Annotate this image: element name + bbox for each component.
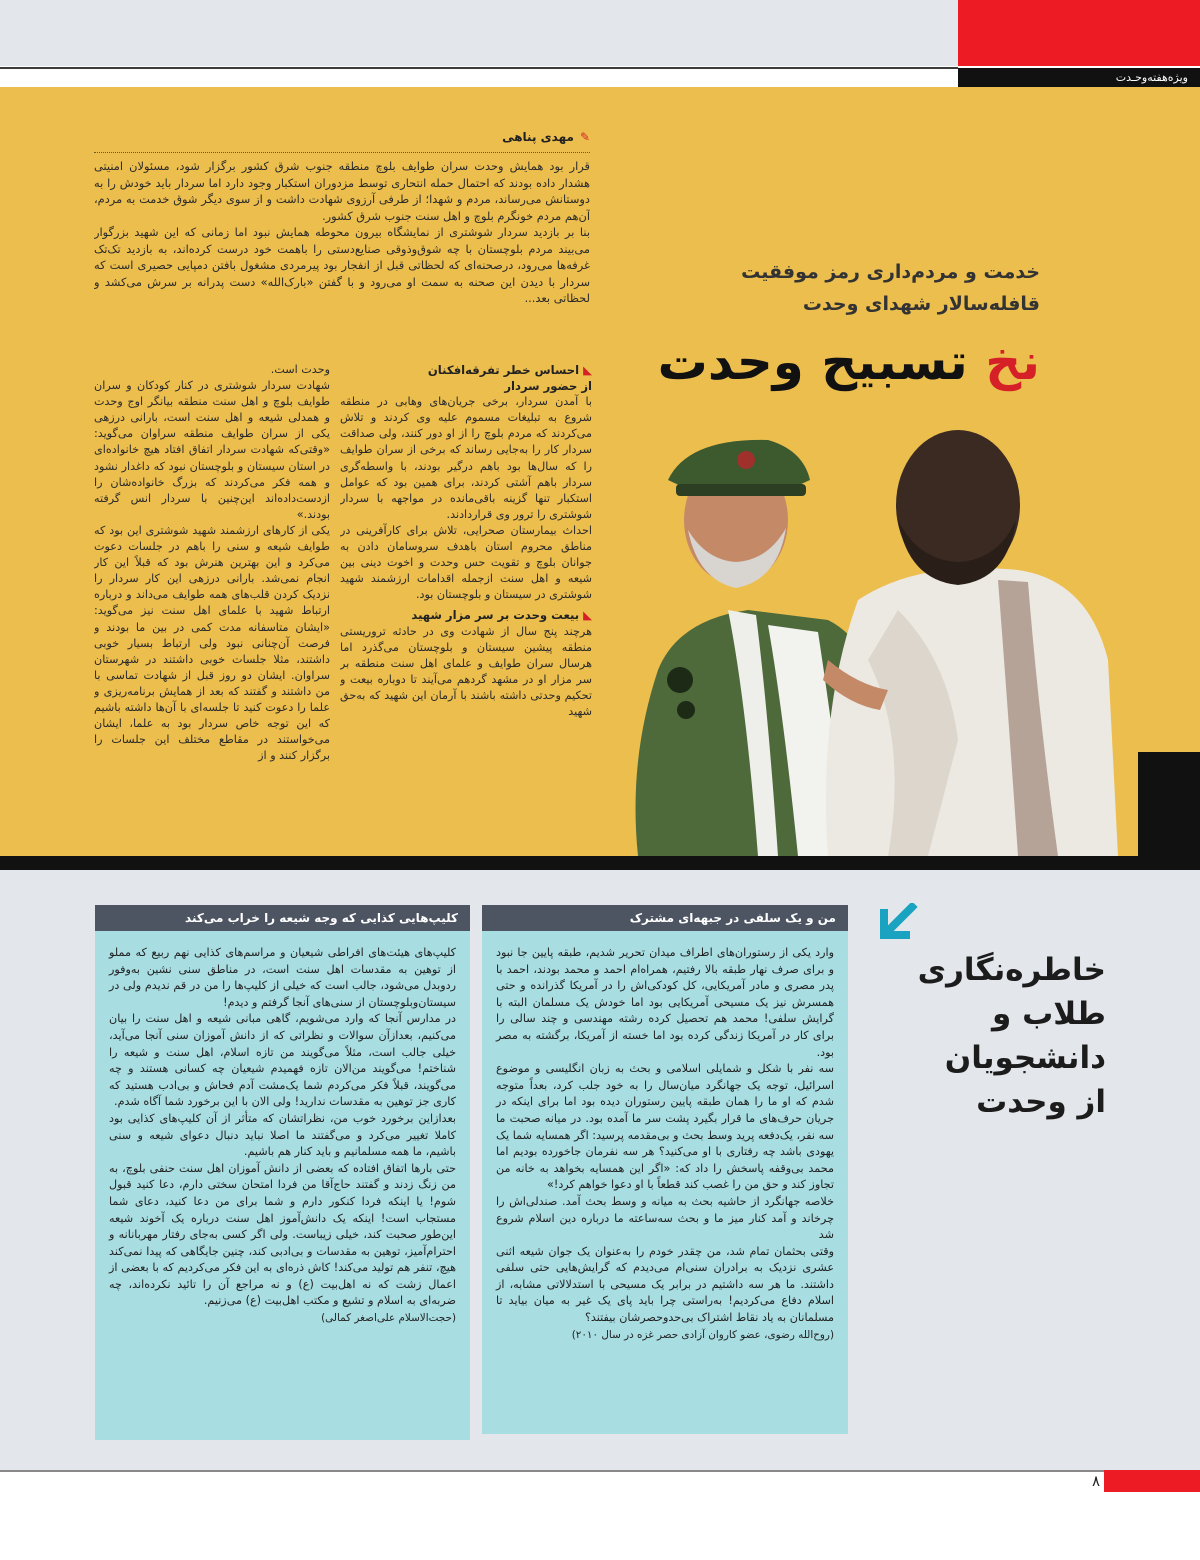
header-red-block bbox=[958, 0, 1200, 66]
subhead-1-line-1: احساس خطر تفرقه‌افکنان bbox=[427, 363, 580, 377]
civilian-figure bbox=[823, 430, 1118, 856]
header-rule bbox=[0, 67, 958, 69]
article-paragraph: یکی از کارهای ارزشمند شهید شوشتری این بود که طوایف شیعه و سنی را باهم در جلسات دعوت می‌کرد و این بهترین هنرش بود که قبلاً این کار انجام نمی‌شد. بارانی درزهی این کار سردار را نزدیک کردن قلب‌های همه طوایف می‌داند و درباره ارتباط شهید با علمای اهل سنت نیز می‌گوید: «ایشان متاسفانه مدت کمی در بین ما بودند و فرصت آن‌چنانی نبود ولی ارتباط بسیار خوبی داشتند، مثلا جلسات خوبی داشتند در شهرستان سراوان. ایشان دو روز قبل از شهادت تماسی با من داشتند و گفتند که بعد از همایش برنامه‌ریزی و علما را دعوت کنید تا جلسه‌ای با آن‌ها داشته باشیم که این توجه خاص سردار بود به علما، ایشان می‌خواستند در مقاطع مختلف این جلسات را برگزار کنند و از bbox=[94, 523, 330, 763]
side-title-line-1: خاطره‌نگاری bbox=[917, 952, 1106, 988]
box-right-title: من و یک سلفی در جبهه‌ای مشترک bbox=[482, 905, 848, 931]
box-paragraph: خلاصه جهانگرد از حاشیه بحث به میانه و وسط بحث آمد. صندلی‌اش را چرخاند و آمد کنار میز ما و بحث سه‌ساعته ما درباره دین اسلام شروع شد bbox=[496, 1194, 834, 1242]
page-number: ۸ bbox=[1091, 1472, 1100, 1490]
subhead-2-text: بیعت وحدت بر سر مزار شهید bbox=[411, 608, 580, 623]
article-corner-block bbox=[1138, 752, 1200, 870]
article-paragraph: با آمدن سردار، برخی جریان‌های وهابی در منطقه شروع به تبلیغات مسموم علیه وی کردند و تلاش می‌کردند که مردم بلوچ را از او دور کنند، ولی صداقت سردار کار را به‌جایی رساند که برخی از سران طوایف را که سال‌ها بود باهم درگیر بودند، با واسطه‌گری سردار باهم آشتی کردند، برای همین بود که عوامل استکبار تنها گزینه باقی‌مانده در مواجهه با سردار شوشتری را ترور وی قراردادند. bbox=[340, 395, 592, 521]
box-paragraph: سه نفر با شکل و شمایلی اسلامی و بحث به زبان انگلیسی و موضوع اسرائیل، توجه یک جهانگرد میان‌سال را به خود جلب کرد، بعداً متوجه شدم که او ما را همان طبقه پایین رستوران دیده بود اما برای اینکه در جریان حرف‌های ما قرار بگیرد پشت سر ما آمده بود. در میانه صحبت ما سه نفر، یک‌دفعه پرید وسط بحث و بی‌مقدمه پرسید: اگر همسایه شما یک یهودی باشد چه رفتاری با او می‌کنید؟ هر سه نفرمان جاخورده بودیم اما محمد بی‌وقفه پاسخش را داد که: «اگر این همسایه بخواهد به خانه من تجاوز کند و حق من را غصب کند قطعاً با او دعوا خواهم کرد!» bbox=[496, 1062, 834, 1192]
side-title-line-2: طلاب و دانشجویان bbox=[944, 996, 1106, 1076]
box-paragraph: وقتی بحثمان تمام شد، من چقدر خودم را به‌عنوان یک جوان شیعه اثنی عشری نزدیک به برادران سنی‌ام می‌دیدم که گرایش‌هایی حتی سلفی داشتند. ما هر سه داشتیم در برابر یک مسیحی با استدلالاتی مشابه، از اسلام دفاع می‌کردیم! به‌راستی چرا باید پای یک غیر به میان بیاید تا مسلمانان به یاد نقاط اشتراک بی‌حدوحصرشان بیفتند؟ bbox=[496, 1244, 834, 1325]
subhead-1 bbox=[340, 362, 592, 378]
article-paragraph: شهادت سردار شوشتری در کنار کودکان و سران طوایف بلوچ و اهل سنت منطقه بیانگر اوج وحدت و همدلی شیعه و اهل سنت است، بارانی درزهی یکی از سران طوایف منطقه سراوان می‌گوید: «وقتی‌که شهادت سردار اتفاق افتاد هیچ خانواده‌ای در استان سیستان و بلوچستان نبود که داغدار نشود و همه فکر می‌کردند که بزرگ خانواده‌شان را ازدست‌داده‌اند این‌چنین با سردار انس گرفته بودند.» bbox=[94, 379, 330, 521]
box-paragraph: در مدارس آنجا که وارد می‌شویم، گاهی مبانی شیعه و اهل سنت را بیان می‌کنیم، بعدازآن سوالات و نظراتی که از دانش آموزان سنی آنجا می‌آید، خیلی جالب است، مثلاً می‌گویند من تازه اسلام، اهل سنت و شیعه را شناختم! می‌گویند من‌الان تازه فهمیدم شیعیان چه کسانی هستند و چه می‌گویند، قبلاً فکر می‌کردم شما یک‌مشت آدم فحاش و بی‌ادب هستید که کاری جز توهین به مقدسات ندارید! ولی الان با این برخورد شما آگاه شدم. bbox=[109, 1012, 456, 1109]
kicker-line-2: قافله‌سالار شهدای وحدت bbox=[802, 293, 1040, 315]
subhead-2 bbox=[340, 607, 592, 623]
box-credit: (حجت‌الاسلام علی‌اصغر کمالی) bbox=[321, 1312, 456, 1325]
box-credit: (روح‌الله رضوی، عضو کاروان آزادی حصر غزه در سال ۲۰۱۰) bbox=[571, 1328, 834, 1341]
subhead-1-line-2: از حضور سردار bbox=[504, 379, 592, 394]
footer-rule bbox=[0, 1470, 1104, 1472]
box-right-body bbox=[482, 931, 848, 1434]
author-byline bbox=[440, 130, 590, 150]
box-paragraph: بعدازاین برخورد خوب من، نظراتشان که متأثر از آن کلیپ‌های کذایی بود کاملا تغییر می‌کرد و می‌گفتند ما اصلا نباید دنبال دعوای شیعه و سنی باشیم، ما همه مسلمانیم و باید کنار هم باشیم. bbox=[109, 1111, 456, 1159]
byline-divider bbox=[94, 152, 590, 153]
box-paragraph: حتی بارها اتفاق افتاده که بعضی از دانش آموزان اهل سنت حنفی بلوچ، به من زنگ زدند و گفتند حاج‌آقا من فردا امتحان سختی دارم، دعا کنید قبول شوم! یا اینکه فردا کنکور دارم و شما برای من دعا کنید، دعای شما مستجاب است! اینکه یک دانش‌آموز اهل سنت درباره یک آخوند شیعه این‌طور صحبت کند، خیلی زیباست. ولی اگر کسی به‌جای رفتار مهربانانه و احترام‌آمیز، توهین به مقدسات و بی‌ادبی کند، چنین جایگاهی که پیدا نمی‌کند هیچ، تنفر هم تولید می‌کند! کاش ذره‌ای به این فکر می‌کردیم که با بعضی از اعمال زشت که نه اهل‌بیت (ع) و نه مراجع آن را تائید نکرده‌اند، چه ضربه‌ای به اسلام و تشیع و مکتب اهل‌بیت (ع) می‌زنیم. bbox=[109, 1161, 456, 1308]
article-bottom-bar bbox=[0, 856, 1200, 870]
red-arrow-icon: ◣ bbox=[583, 363, 592, 377]
red-arrow-icon: ◣ bbox=[583, 608, 592, 623]
lead-paragraph-2: بنا بر بازدید سردار شوشتری از نمایشگاه بیرون محوطه همایش نبود اما زمانی که این شهید بزرگوار می‌بیند مردم بلوچستان با چه شوق‌وذوقی صنایع‌دستی را باهمت خود درست کرده‌اند، به بازدید تک‌تک غرفه‌ها می‌رود، درصحنه‌ای که لحظاتی قبل از انفجار بود پیرمردی مشغول بافتن دمپایی حصیری است که سردار با دیدن این صحنه به سمت او می‌رود و با گفتن «بارک‌الله» دست پدرانه بر سرش می‌کشد و لحظاتی بعد... bbox=[94, 225, 590, 305]
article-headline bbox=[610, 332, 1040, 392]
article-paragraph: وحدت است. bbox=[270, 363, 330, 376]
article-photo bbox=[618, 410, 1138, 856]
teal-arrow-icon bbox=[872, 903, 920, 943]
lead-paragraph-1: قرار بود همایش وحدت سران طوایف بلوچ منطقه جنوب شرق کشور برگزار شود، مسئولان امنیتی هشدار داده بودند که احتمال حمله انتحاری توسط مزدوران استکبار وجود دارد اما سردار باید خودش را به دوستانش می‌رساند، مردم و شهدا؛ از طرفی آرزوی شهادت داشت و از سوی دیگر شوق خدمت به مردم، آن‌هم مردم خونگرم بلوچ و اهل سنت جنوب شرق کشور. bbox=[94, 159, 590, 223]
pen-icon: ✎ bbox=[579, 130, 590, 144]
article-column-left bbox=[94, 362, 330, 838]
bottom-section-title bbox=[860, 948, 1106, 1124]
side-title-line-3: از وحدت bbox=[976, 1084, 1106, 1120]
article-column-right bbox=[340, 362, 592, 838]
headline-red-word: نخ bbox=[985, 333, 1040, 391]
box-left-title: کلیپ‌هایی کذایی که وجه شیعه را خراب می‌کند bbox=[95, 905, 470, 931]
footer-red-block bbox=[1104, 1470, 1200, 1492]
article-paragraph: احداث بیمارستان صحرایی، تلاش برای کارآفرینی در مناطق محروم استان باهدف سروسامان دادن به جوانان بلوچ و تقویت حس وحدت و اخوت دینی بین شیعه و اهل سنت ازجمله اقدامات ارزشمند شهید شوشتری در سیستان و بلوچستان بود. bbox=[340, 523, 592, 602]
kicker-line-1: خدمت و مردم‌داری رمز موفقیت bbox=[741, 261, 1040, 283]
article-paragraph: هرچند پنج سال از شهادت وی در حادثه تروریستی منطقه پیشین سیستان و بلوچستان می‌گذرد اما هرسال سران طوایف و علمای اهل سنت منطقه بر سر مزار او در مشهد گردهم می‌آیند تا دوباره بیعت و تحکیم وحدتی داشته باشند با آرمان این شهید که به‌حق شهید bbox=[340, 624, 592, 718]
headline-main: تسبیح وحدت bbox=[657, 333, 968, 391]
box-left-body bbox=[95, 931, 470, 1440]
section-tag: ویژه‌هفته‌وحـدت bbox=[958, 68, 1200, 88]
author-name: مهدی پناهی bbox=[502, 130, 574, 144]
box-paragraph: وارد یکی از رستوران‌های اطراف میدان تحریر شدیم، طبقه پایین جا نبود و برای صرف نهار طبقه بالا رفتیم، همراه‌ام احمد و محمد بودند، احمد با پدر مصری و مادر آمریکایی، کل کودکی‌اش را در آمریکا گذرانده و حتی همسرش نیز یک مسیحی آمریکایی بود اما خودش یک مسلمان البته با گرایش سلفی! محمد هم تحصیل کرده رشته مهندسی و چند سالی را برای کار در آمریکا زندگی کرده بود اما خسته از آمریکا، برگشته به مصر بود. bbox=[496, 946, 834, 1059]
article-kicker bbox=[610, 256, 1040, 320]
box-paragraph: کلیپ‌های هیئت‌های افراطی شیعیان و مراسم‌های کذایی نهم ربیع که مملو از توهین به مقدسات اهل سنت است، در مناطق سنی نشین به‌وفور ردوبدل می‌شود، جالب است که خیلی از کلیپ‌ها را من در قم ندیدم ولی در سیستان‌وبلوچستان از سنی‌های آنجا گرفتم و دیدم! bbox=[109, 946, 456, 1009]
article-lead bbox=[94, 158, 590, 350]
